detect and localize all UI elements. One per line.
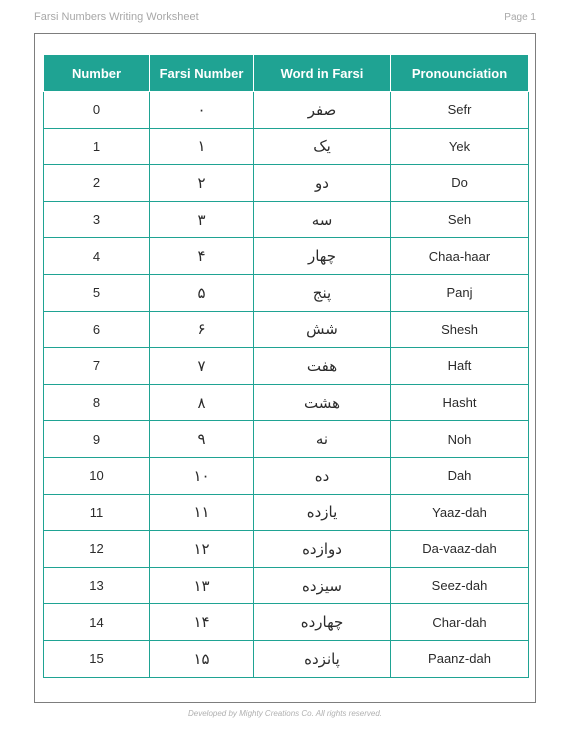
cell-number: 5 (44, 274, 150, 311)
cell-farsi-word: دو (254, 165, 391, 202)
cell-pronounciation: Do (391, 165, 529, 202)
table-row (44, 494, 529, 531)
table-row (44, 640, 529, 677)
cell-farsi-word: سیزده (254, 567, 391, 604)
cell-farsi-word: هشت (254, 384, 391, 421)
cell-farsi-number: ۰ (150, 92, 254, 129)
cell-pronounciation: Seez-dah (391, 567, 529, 604)
table-row (44, 274, 529, 311)
cell-pronounciation: Panj (391, 274, 529, 311)
table-row (44, 384, 529, 421)
cell-farsi-word: ده (254, 457, 391, 494)
cell-pronounciation: Da-vaaz-dah (391, 531, 529, 568)
cell-farsi-word: چهار (254, 238, 391, 275)
worksheet-frame (34, 33, 536, 703)
table-row (44, 238, 529, 275)
numbers-table (43, 54, 529, 678)
table-header-row (44, 55, 529, 92)
cell-farsi-number: ۱۲ (150, 531, 254, 568)
cell-number: 14 (44, 604, 150, 641)
cell-number: 2 (44, 165, 150, 202)
cell-number: 8 (44, 384, 150, 421)
cell-pronounciation: Paanz-dah (391, 640, 529, 677)
cell-number: 0 (44, 92, 150, 129)
cell-pronounciation: Char-dah (391, 604, 529, 641)
document-title: Farsi Numbers Writing Worksheet (34, 11, 199, 23)
cell-farsi-number: ۱۳ (150, 567, 254, 604)
footer-credit: Developed by Mighty Creations Co. All rights reserved. (187, 709, 382, 718)
cell-farsi-number: ۳ (150, 201, 254, 238)
cell-farsi-number: ۶ (150, 311, 254, 348)
table-row (44, 92, 529, 129)
cell-number: 1 (44, 128, 150, 165)
cell-farsi-number: ۱۰ (150, 457, 254, 494)
table-row (44, 348, 529, 385)
table-row (44, 128, 529, 165)
table-row (44, 201, 529, 238)
cell-pronounciation: Yek (391, 128, 529, 165)
cell-number: 9 (44, 421, 150, 458)
cell-pronounciation: Haft (391, 348, 529, 385)
cell-farsi-word: شش (254, 311, 391, 348)
cell-farsi-word: نه (254, 421, 391, 458)
cell-pronounciation: Seh (391, 201, 529, 238)
cell-farsi-number: ۴ (150, 238, 254, 275)
cell-farsi-word: دوازده (254, 531, 391, 568)
table-row (44, 604, 529, 641)
column-header-pronounciation: Pronounciation (391, 55, 529, 92)
cell-pronounciation: Hasht (391, 384, 529, 421)
cell-number: 10 (44, 457, 150, 494)
cell-farsi-number: ۸ (150, 384, 254, 421)
table-row (44, 567, 529, 604)
page-number: Page 1 (504, 12, 536, 23)
table-row (44, 311, 529, 348)
cell-farsi-number: ۲ (150, 165, 254, 202)
cell-farsi-word: سه (254, 201, 391, 238)
table-row (44, 531, 529, 568)
cell-farsi-number: ۹ (150, 421, 254, 458)
cell-farsi-word: پانزده (254, 640, 391, 677)
cell-number: 11 (44, 494, 150, 531)
cell-pronounciation: Shesh (391, 311, 529, 348)
column-header-farsi-number: Farsi Number (150, 55, 254, 92)
cell-number: 4 (44, 238, 150, 275)
cell-farsi-word: چهارده (254, 604, 391, 641)
cell-number: 7 (44, 348, 150, 385)
cell-number: 3 (44, 201, 150, 238)
cell-pronounciation: Chaa-haar (391, 238, 529, 275)
cell-farsi-number: ۱۴ (150, 604, 254, 641)
cell-farsi-word: یک (254, 128, 391, 165)
cell-farsi-word: یازده (254, 494, 391, 531)
table-row (44, 165, 529, 202)
table-row (44, 421, 529, 458)
cell-pronounciation: Sefr (391, 92, 529, 129)
cell-pronounciation: Noh (391, 421, 529, 458)
cell-number: 13 (44, 567, 150, 604)
cell-farsi-number: ۱ (150, 128, 254, 165)
cell-pronounciation: Dah (391, 457, 529, 494)
cell-farsi-word: هفت (254, 348, 391, 385)
cell-farsi-number: ۷ (150, 348, 254, 385)
column-header-word-in-farsi: Word in Farsi (254, 55, 391, 92)
cell-farsi-number: ۱۱ (150, 494, 254, 531)
cell-farsi-word: صفر (254, 92, 391, 129)
cell-farsi-number: ۵ (150, 274, 254, 311)
cell-number: 12 (44, 531, 150, 568)
cell-pronounciation: Yaaz-dah (391, 494, 529, 531)
table-row (44, 457, 529, 494)
cell-number: 15 (44, 640, 150, 677)
column-header-number: Number (44, 55, 150, 92)
cell-farsi-number: ۱۵ (150, 640, 254, 677)
cell-farsi-word: پنج (254, 274, 391, 311)
cell-number: 6 (44, 311, 150, 348)
